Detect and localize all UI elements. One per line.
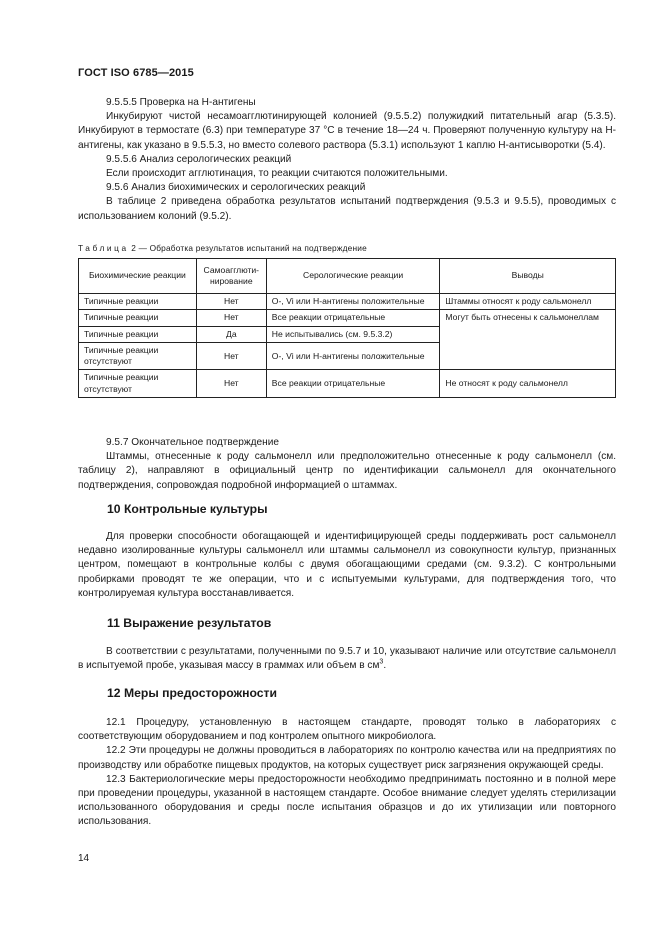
table-cell: Типичные реакции	[79, 310, 197, 326]
table-cell: Не относят к роду сальмонелл	[440, 370, 616, 398]
paragraph: Штаммы, отнесенные к роду сальмонелл или предположительно отнесенные к роду сальмонелл (см. таблицу 2), направляют в официальный центр по идентификации сальмонелл для окончательного подтверждения, сопровождая подробной информацией о штаммах.	[78, 451, 616, 491]
page-number: 14	[78, 853, 90, 864]
table-header-cell: Выводы	[440, 259, 616, 294]
table-header-cell: Самоагглюти-нирование	[196, 259, 266, 294]
section-9-5-7	[78, 436, 616, 493]
table-caption-word: Таблица	[78, 243, 129, 253]
table-cell: Типичные реакции отсутствуют	[79, 342, 197, 370]
table-cell: Не испытывались (см. 9.5.3.2)	[266, 326, 440, 342]
paragraph: Если происходит агглютинация, то реакции считаются положительными.	[106, 168, 448, 180]
table-cell: Нет	[196, 370, 266, 398]
paragraph: Инкубируют чистой несамоагглютинирующей колонией (9.5.5.2) полужидкий питательный агар (5.3.5). Инкубируют в термостате (6.3) при температуре 37 °С в течение 18—24 ч. Проверяют полученную культуру на Н-антигены, как указано в 9.5.5.3, но вместо солевого раствора (5.3.1) используют 1 каплю Н-антисыворотки (5.4).	[78, 111, 616, 151]
table-cell: Типичные реакции отсутствуют	[79, 370, 197, 398]
paragraph: Для проверки способности обогащающей и идентифицирующей среды поддерживать рост сальмонелл недавно изолированные культуры сальмонелл или штаммы сальмонелл из совокупности культур, признанных центром, помещают в контрольные колбы с двумя обогащающими средами (см. 9.3.2). С контрольными пробирками проводят те же операции, что и с испытуемыми культурами, для подтверждения того, что контролируемая культура восстанавливается.	[78, 531, 616, 599]
results-table	[78, 258, 616, 398]
section-9-5-5-5	[78, 96, 616, 224]
paragraph: 12.3 Бактериологические меры предосторожности необходимо предпринимать постоянно и в полной мере при проведении процедуры, указанной в настоящем стандарте. Особое внимание следует уделять стерилизации использованного оборудования и среды после испытания образцов и до их утилизации или повторного использования.	[78, 773, 616, 828]
table-row	[79, 370, 616, 398]
section-title: 9.5.7 Окончательное подтверждение	[106, 437, 279, 448]
table-header-row	[79, 259, 616, 294]
table-cell: Нет	[196, 310, 266, 326]
section-heading-12: 12 Меры предосторожности	[107, 686, 277, 700]
table-cell: Все реакции отрицательные	[266, 370, 440, 398]
paragraph: 12.2 Эти процедуры не должны проводиться в лабораториях по контролю качества или на предприятиях по производству или обработке пищевых продуктов, на которых существует риск загрязнения окружающей среды.	[78, 745, 616, 771]
paragraph-text: В соответствии с результатами, полученными по 9.5.7 и 10, указывают наличие или отсутствие сальмонелл в испытуемой пробе, указывая массу в граммах или объем в см	[78, 646, 616, 672]
table-row	[79, 310, 616, 326]
superscript: 3	[379, 658, 384, 666]
section-title: 9.5.5.5 Проверка на Н-антигены	[106, 97, 256, 108]
section-12	[78, 716, 616, 830]
table-cell: О-, Vi или Н-антигены положительные	[266, 342, 440, 370]
table-cell: Типичные реакции	[79, 294, 197, 310]
section-title: 9.5.6 Анализ биохимических и серологических реакций	[106, 182, 366, 194]
table-cell: Все реакции отрицательные	[266, 310, 440, 326]
table-cell: Типичные реакции	[79, 326, 197, 342]
section-heading-10: 10 Контрольные культуры	[107, 502, 268, 516]
section-heading-11: 11 Выражение результатов	[107, 616, 272, 630]
table-header-cell: Биохимические реакции	[79, 259, 197, 294]
table-header-cell: Серологические реакции	[266, 259, 440, 294]
section-11	[78, 645, 616, 673]
table-cell: Нет	[196, 342, 266, 370]
paragraph: В таблице 2 приведена обработка результатов испытаний подтверждения (9.5.3 и 9.5.5), проводимых с использованием колоний (9.5.2).	[78, 196, 616, 222]
paragraph: 12.1 Процедуру, установленную в настоящем стандарте, проводят только в лабораториях с соответствующим оборудованием и под контролем опытного микробиолога.	[78, 717, 616, 743]
table-cell: Да	[196, 326, 266, 342]
paragraph	[78, 645, 616, 673]
table-caption-text: 2 — Обработка результатов испытаний на подтверждение	[131, 243, 367, 253]
table-row	[79, 294, 616, 310]
table-cell: Могут быть отнесены к сальмонеллам	[440, 310, 616, 370]
table-caption	[78, 241, 367, 255]
section-10	[78, 530, 616, 601]
table-cell: Нет	[196, 294, 266, 310]
section-title: 9.5.5.6 Анализ серологических реакций	[106, 153, 292, 165]
table-cell: Штаммы относят к роду сальмонелл	[440, 294, 616, 310]
table-cell: О-, Vi или Н-антигены положительные	[266, 294, 440, 310]
paragraph-end: .	[383, 660, 387, 672]
document-header: ГОСТ ISO 6785—2015	[78, 67, 194, 79]
